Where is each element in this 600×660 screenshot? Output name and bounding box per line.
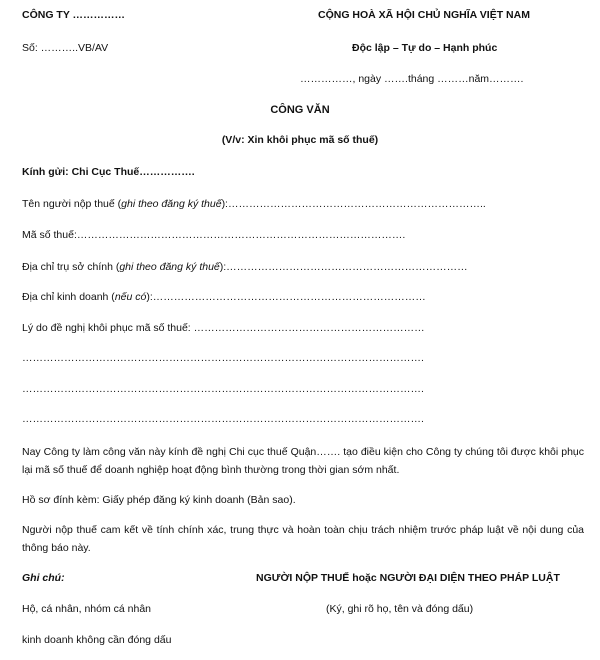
field-note: nếu có <box>114 291 147 303</box>
national-title: CỘNG HOÀ XÃ HỘI CHỦ NGHĨA VIỆT NAM <box>318 9 530 21</box>
document-subject: (V/v: Xin khôi phục mã số thuế) <box>221 134 379 146</box>
note-line-1: Hộ, cá nhân, nhóm cá nhân <box>22 603 152 615</box>
field-note: ghi theo đăng ký thuế <box>121 198 222 210</box>
field-dots: ):…………………………………………………………………… <box>146 291 426 303</box>
field-dots: ):…………………………………………………………… <box>219 261 468 273</box>
signer-title: NGƯỜI NỘP THUẾ hoặc NGƯỜI ĐẠI DIỆN THEO PHÁP LUẬT <box>256 572 560 584</box>
note-line-2: kinh doanh không cần đóng dấu <box>22 634 172 646</box>
document-number: Số: ………..VB/AV <box>22 42 109 54</box>
signature-instruction: (Ký, ghi rõ họ, tên và đóng dấu) <box>326 603 474 615</box>
reason-dots-line-1: ……………………………………………………………………………………………………. <box>22 352 424 364</box>
field-dots: ):……………………………………………………………….. <box>221 198 486 210</box>
hq-address-field <box>22 261 468 273</box>
document-title: CÔNG VĂN <box>270 104 330 116</box>
business-address-field <box>22 291 426 303</box>
reason-dots-line-2: ……………………………………………………………………………………………………. <box>22 383 424 395</box>
company-name: CÔNG TY …………… <box>22 9 126 21</box>
field-label: Địa chỉ kinh doanh ( <box>22 291 115 303</box>
taxpayer-name-field <box>22 198 486 210</box>
reason-field: Lý do đề nghị khôi phục mã số thuế: ………………………………………………………… <box>22 322 425 334</box>
attachment-line: Hồ sơ đính kèm: Giấy phép đăng ký kinh doanh (Bản sao). <box>22 494 296 506</box>
national-motto: Độc lập – Tự do – Hạnh phúc <box>352 42 498 54</box>
field-label: Tên người nộp thuế ( <box>22 198 122 210</box>
tax-code-field: Mã số thuế:…………………………………………………………………………………. <box>22 229 406 241</box>
field-note: ghi theo đăng ký thuế <box>119 261 220 273</box>
commitment-paragraph: Người nộp thuế cam kết về tính chính xác, trung thực và hoàn toàn chịu trách nhiệm trước pháp luật về nội dung của thông báo này. <box>22 524 584 554</box>
recipient-line: Kính gửi: Chi Cục Thuế……………. <box>22 166 195 178</box>
note-label: Ghi chú: <box>22 572 65 584</box>
request-paragraph: Nay Công ty làm công văn này kính đề nghị Chi cục thuế Quận……. tạo điều kiện cho Công ty chúng tôi được khôi phục lại mã số thuế để doanh nghiệp hoạt động bình thường trong thời gian sớm nhất. <box>22 446 584 476</box>
date-line: ……………, ngày …….tháng ………năm………. <box>300 73 524 85</box>
field-label: Địa chỉ trụ sở chính ( <box>22 261 120 273</box>
reason-dots-line-3: ……………………………………………………………………………………………………. <box>22 413 424 425</box>
